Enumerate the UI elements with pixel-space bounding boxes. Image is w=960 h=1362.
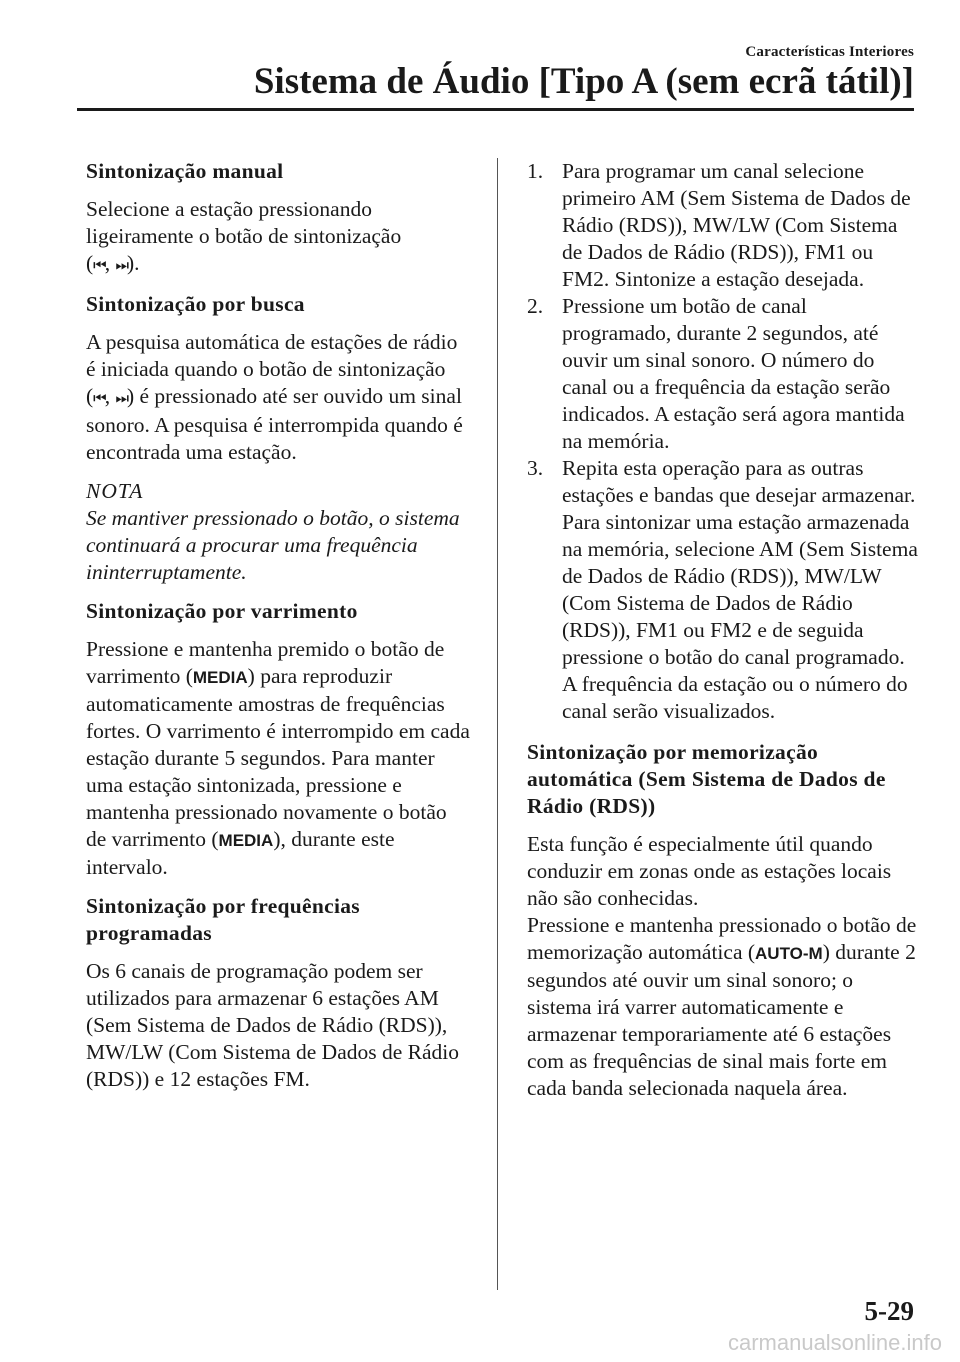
list-item <box>527 293 919 455</box>
heading-seek-tuning: Sintonização por busca <box>86 292 305 316</box>
heading-manual-tuning: Sintonização manual <box>86 159 284 183</box>
right-column <box>527 158 919 1114</box>
section-label: Características Interiores <box>745 44 914 60</box>
heading-preset-tuning: Sintonização por frequências programadas <box>86 894 360 945</box>
step-text: Pressione um botão de canal programado, durante 2 segundos, até ouvir um sinal sonoro. O número do canal ou a frequência da estação serão indicados. A estação será agora mantida na memória. <box>562 294 905 453</box>
header-rule <box>77 108 914 111</box>
manual-close: ). <box>126 251 140 275</box>
step-number: 1. <box>527 159 544 183</box>
scan-text-b: ) para reproduzir automaticamente amostras de frequências fortes. O varrimento é interrompido em cada estação durante 5 segundos. Para manter uma estação sintonizada, pressione e mantenha pressionado novamente o botão de varrimento ( <box>86 664 470 851</box>
seek-text-a: A pesquisa automática de estações de rádio é iniciada quando o botão de sintonização ( <box>86 330 458 408</box>
skip-forward-icon: ⏭ <box>115 389 127 407</box>
media-button-symbol: MEDIA <box>218 831 274 850</box>
preset-steps-list <box>527 158 919 725</box>
left-column <box>86 158 471 1105</box>
step-number: 3. <box>527 456 544 480</box>
column-divider <box>497 158 498 1290</box>
paragraph-auto-memory-a: Esta função é especialmente útil quando conduzir em zonas onde as estações locais não são conhecidas. <box>527 832 892 910</box>
scan-text-c: ), durante este intervalo. <box>86 827 395 879</box>
auto-text-b: Pressione e mantenha pressionado o botão de memorização automática ( <box>527 913 917 964</box>
paragraph-scan-tuning <box>86 636 471 881</box>
note-text: Se mantiver pressionado o botão, o sistema continuará a procurar uma frequência ininterruptamente. <box>86 506 460 584</box>
skip-back-icon: ⏮ <box>93 256 105 274</box>
list-item <box>527 158 919 293</box>
step-text: Para programar um canal selecione primeiro AM (Sem Sistema de Dados de Rádio (RDS)), MW/LW (Com Sistema de Dados de Rádio (RDS)), FM1 ou FM2. Sintonize a estação desejada. <box>562 159 911 291</box>
heading-auto-memory: Sintonização por memorização automática (Sem Sistema de Dados de Rádio (RDS)) <box>527 740 886 818</box>
auto-text-c: ) durante 2 segundos até ouvir um sinal sonoro; o sistema irá varrer automaticamente e armazenar temporariamente até 6 estações com as frequências de sinal mais forte em cada banda selecionada naquela área. <box>527 940 916 1100</box>
list-item <box>527 455 919 725</box>
manual-open: ( <box>86 251 94 275</box>
step-number: 2. <box>527 294 544 318</box>
paragraph-preset-tuning: Os 6 canais de programação podem ser utilizados para armazenar 6 estações AM (Sem Sistema de Dados de Rádio (RDS)), MW/LW (Com Sistema de Dados de Rádio (RDS)) e 12 estações FM. <box>86 959 460 1091</box>
page-number: 5-29 <box>864 1296 914 1326</box>
auto-m-button-symbol: AUTO-M <box>755 944 823 963</box>
paragraph-auto-memory-b <box>527 912 919 1102</box>
scan-text-a: Pressione e mantenha premido o botão de varrimento ( <box>86 637 445 688</box>
seek-sep: , <box>104 384 116 408</box>
watermark: carmanualsonline.info <box>727 1330 942 1355</box>
step-text: Repita esta operação para as outras estações e bandas que desejar armazenar. Para sintonizar uma estação armazenada na memória, selecione AM (Sem Sistema de Dados de Rádio (RDS)), MW/LW (Com Sistema de Dados de Rádio (RDS)), FM1 ou FM2 e de seguida pressione o botão do canal programado. A frequência da estação ou o número do canal serão visualizados. <box>562 456 918 723</box>
media-button-symbol: MEDIA <box>192 668 248 687</box>
seek-text-b: ) é pressionado até ser ouvido um sinal sonoro. A pesquisa é interrompida quando é encontrada uma estação. <box>86 384 463 464</box>
page-title: Sistema de Áudio [Tipo A (sem ecrã tátil)] <box>253 61 914 102</box>
skip-forward-icon: ⏭ <box>115 256 127 274</box>
paragraph-manual-tuning <box>86 196 471 279</box>
note-label: NOTA <box>86 479 144 503</box>
heading-scan-tuning: Sintonização por varrimento <box>86 599 358 623</box>
manual-text: Selecione a estação pressionando ligeiramente o botão de sintonização <box>86 197 402 248</box>
skip-back-icon: ⏮ <box>93 389 105 407</box>
paragraph-seek-tuning <box>86 329 471 466</box>
manual-sep: , <box>104 251 116 275</box>
